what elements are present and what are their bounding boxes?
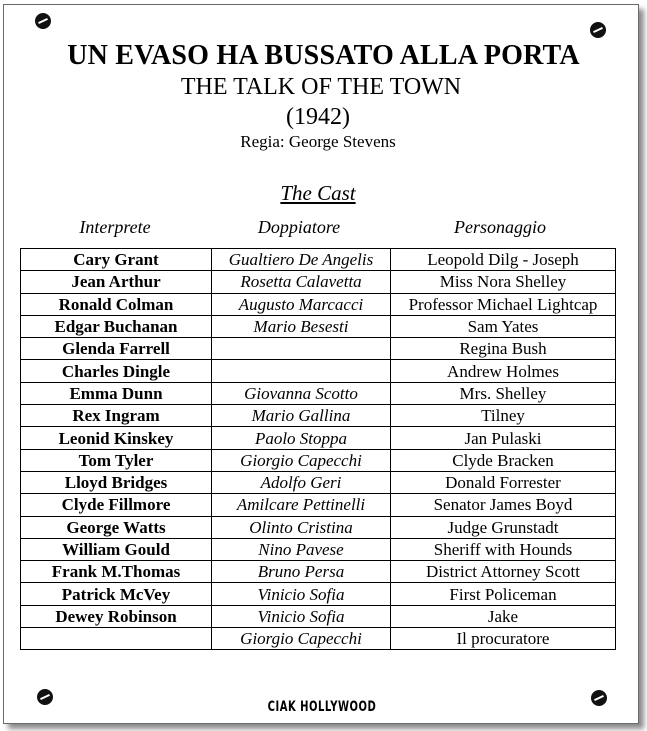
actor-cell: Charles Dingle bbox=[21, 360, 212, 382]
role-cell: Judge Grunstadt bbox=[391, 516, 616, 538]
role-cell: Andrew Holmes bbox=[391, 360, 616, 382]
voice-cell: Mario Gallina bbox=[212, 405, 391, 427]
table-row bbox=[21, 382, 616, 404]
voice-cell: Bruno Persa bbox=[212, 561, 391, 583]
role-cell: District Attorney Scott bbox=[391, 561, 616, 583]
italian-title: UN EVASO HA BUSSATO ALLA PORTA bbox=[67, 40, 580, 71]
voice-cell: Gualtiero De Angelis bbox=[212, 249, 391, 271]
table-row bbox=[21, 583, 616, 605]
table-row bbox=[21, 338, 616, 360]
role-cell: Regina Bush bbox=[391, 338, 616, 360]
table-row bbox=[21, 449, 616, 471]
release-year: (1942) bbox=[286, 104, 350, 130]
actor-cell: Tom Tyler bbox=[21, 449, 212, 471]
voice-cell: Paolo Stoppa bbox=[212, 427, 391, 449]
role-cell: Il procuratore bbox=[391, 628, 616, 650]
role-cell: Jan Pulaski bbox=[391, 427, 616, 449]
original-title: THE TALK OF THE TOWN bbox=[180, 74, 462, 100]
actor-cell: Glenda Farrell bbox=[21, 338, 212, 360]
voice-cell bbox=[212, 360, 391, 382]
table-row bbox=[21, 405, 616, 427]
role-cell: Senator James Boyd bbox=[391, 494, 616, 516]
brand-logo: CIAK HOLLYWOOD bbox=[267, 699, 377, 716]
table-row bbox=[21, 494, 616, 516]
screw-icon bbox=[35, 13, 51, 29]
column-header-voice: Doppiatore bbox=[257, 217, 341, 237]
table-row bbox=[21, 315, 616, 337]
screw-icon bbox=[37, 689, 53, 705]
voice-cell: Mario Besesti bbox=[212, 315, 391, 337]
role-cell: Professor Michael Lightcap bbox=[391, 293, 616, 315]
role-cell: Jake bbox=[391, 605, 616, 627]
actor-cell: Clyde Fillmore bbox=[21, 494, 212, 516]
role-cell: Sam Yates bbox=[391, 315, 616, 337]
voice-cell: Amilcare Pettinelli bbox=[212, 494, 391, 516]
voice-cell bbox=[212, 338, 391, 360]
voice-cell: Vinicio Sofia bbox=[212, 605, 391, 627]
voice-cell: Rosetta Calavetta bbox=[212, 271, 391, 293]
voice-cell: Nino Pavese bbox=[212, 538, 391, 560]
table-row bbox=[21, 628, 616, 650]
role-cell: Leopold Dilg - Joseph bbox=[391, 249, 616, 271]
role-cell: Mrs. Shelley bbox=[391, 382, 616, 404]
table-row bbox=[21, 427, 616, 449]
actor-cell: Lloyd Bridges bbox=[21, 471, 212, 493]
table-row bbox=[21, 561, 616, 583]
actor-cell bbox=[21, 628, 212, 650]
role-cell: First Policeman bbox=[391, 583, 616, 605]
actor-cell: Jean Arthur bbox=[21, 271, 212, 293]
actor-cell: Emma Dunn bbox=[21, 382, 212, 404]
actor-cell: Cary Grant bbox=[21, 249, 212, 271]
role-cell: Donald Forrester bbox=[391, 471, 616, 493]
table-row bbox=[21, 605, 616, 627]
column-header-role: Personaggio bbox=[454, 217, 546, 237]
voice-cell: Augusto Marcacci bbox=[212, 293, 391, 315]
voice-cell: Vinicio Sofia bbox=[212, 583, 391, 605]
voice-cell: Olinto Cristina bbox=[212, 516, 391, 538]
actor-cell: Dewey Robinson bbox=[21, 605, 212, 627]
actor-cell: Rex Ingram bbox=[21, 405, 212, 427]
actor-cell: Frank M.Thomas bbox=[21, 561, 212, 583]
table-row bbox=[21, 360, 616, 382]
voice-cell: Giovanna Scotto bbox=[212, 382, 391, 404]
actor-cell: Leonid Kinskey bbox=[21, 427, 212, 449]
voice-cell: Giorgio Capecchi bbox=[212, 449, 391, 471]
actor-cell: George Watts bbox=[21, 516, 212, 538]
actor-cell: William Gould bbox=[21, 538, 212, 560]
table-row bbox=[21, 516, 616, 538]
cast-heading: The Cast bbox=[280, 181, 356, 205]
column-header-actor: Interprete bbox=[79, 217, 151, 237]
role-cell: Clyde Bracken bbox=[391, 449, 616, 471]
director-credit: Regia: George Stevens bbox=[240, 132, 396, 151]
actor-cell: Ronald Colman bbox=[21, 293, 212, 315]
actor-cell: Edgar Buchanan bbox=[21, 315, 212, 337]
voice-cell: Adolfo Geri bbox=[212, 471, 391, 493]
table-row bbox=[21, 249, 616, 271]
table-row bbox=[21, 271, 616, 293]
table-row bbox=[21, 471, 616, 493]
screw-icon bbox=[590, 22, 606, 38]
role-cell: Sheriff with Hounds bbox=[391, 538, 616, 560]
table-row bbox=[21, 293, 616, 315]
role-cell: Tilney bbox=[391, 405, 616, 427]
voice-cell: Giorgio Capecchi bbox=[212, 628, 391, 650]
cast-table bbox=[20, 248, 616, 650]
actor-cell: Patrick McVey bbox=[21, 583, 212, 605]
screw-icon bbox=[591, 690, 607, 706]
table-row bbox=[21, 538, 616, 560]
role-cell: Miss Nora Shelley bbox=[391, 271, 616, 293]
